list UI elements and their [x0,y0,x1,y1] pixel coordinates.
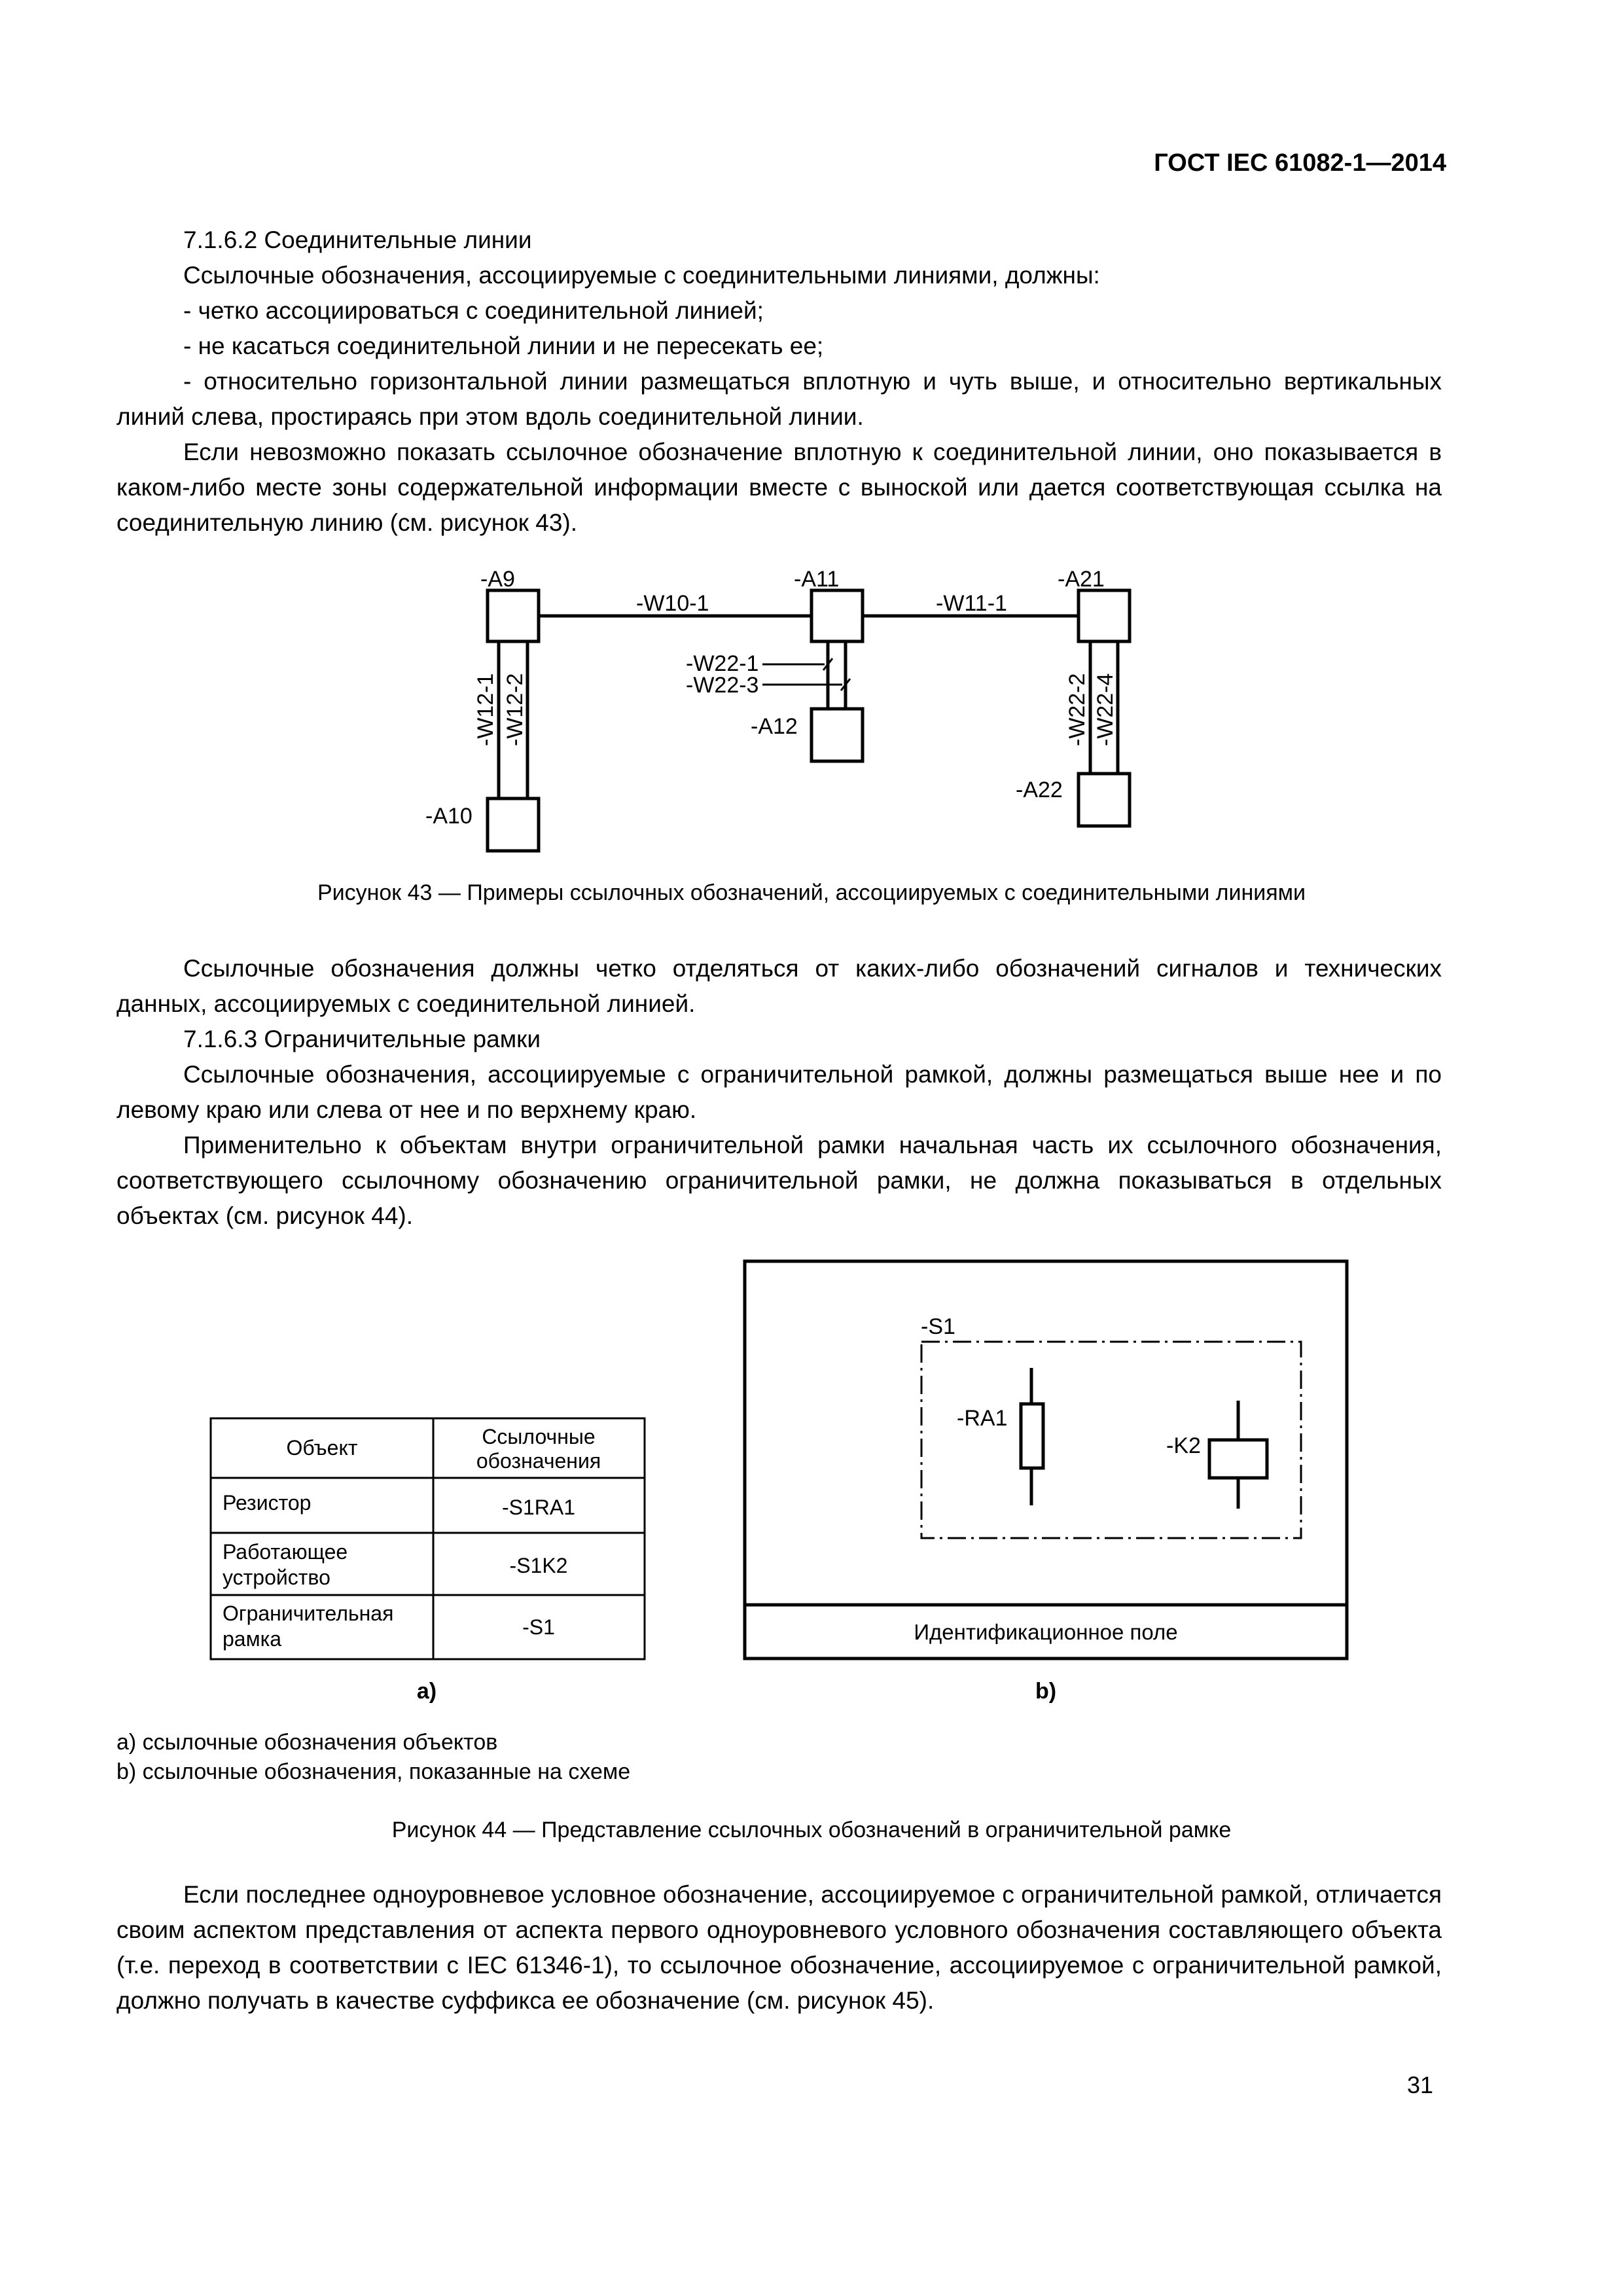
table-cell-object: Резистор [223,1491,312,1515]
table-cell-object: Ограничительная [223,1602,394,1625]
figure-44-diagram [196,1250,1368,1708]
label-w12-1: -W12-1 [473,673,498,746]
block-a11 [812,590,863,641]
block-a10 [488,798,539,851]
label-ra1: -RA1 [957,1406,1008,1431]
section-heading: 7.1.6.3 Ограничительные рамки [183,1026,541,1052]
paragraph: Ссылочные обозначения должны четко отделяться от каких-либо обозначений сигналов и технических данных, ассоциируемых с соединительной линией. [116,955,1442,1017]
label-a21: -A21 [1058,567,1105,592]
note-b: b) ссылочные обозначения, показанные на схеме [116,1759,631,1784]
block-a12 [812,709,863,761]
relay-k2 [1209,1440,1267,1478]
block-a22 [1079,774,1130,826]
section-7163 [116,951,1442,1234]
table-header-ref-line1: Ссылочные [482,1425,596,1448]
list-item: - относительно горизонтальной линии размещаться вплотную и чуть выше, и относительно вертикальных линий слева, простираясь при этом вдоль соединительной линии. [116,368,1442,430]
label-a10: -A10 [425,804,473,829]
label-a12: -A12 [751,714,798,739]
table-cell-ref: -S1K2 [509,1554,568,1577]
sub-label-b: b) [1035,1679,1057,1704]
label-a9: -A9 [480,567,515,592]
paragraph: Ссылочные обозначения, ассоциируемые с соединительными линиями, должны: [183,262,1100,289]
list-item: - не касаться соединительной линии и не пересекать ее; [183,332,824,359]
final-section [116,1877,1442,2018]
paragraph: Если последнее одноуровневое условное обозначение, ассоциируемое с ограничительной рамкой, отличается своим аспектом представления от аспекта первого одноуровневого условного обозначения составляющего объекта (т.е. переход в соответствии с IEC 61346-1), то ссылочное обозначение, ассоциируемое с ограничительной рамкой, должно получать в качестве суффикса ее обозначение (см. рисунок 45). [116,1881,1442,2014]
figure-43-caption: Рисунок 43 — Примеры ссылочных обозначений, ассоциируемых с соединительными линиями [317,880,1306,905]
label-w22-4: -W22-4 [1093,673,1118,746]
figure-43 [406,563,1165,854]
id-field-label: Идентификационное поле [914,1620,1178,1644]
figure-44 [196,1250,1368,1708]
label-w22-2: -W22-2 [1065,673,1090,746]
figure-44-caption: Рисунок 44 — Представление ссылочных обозначений в ограничительной рамке [391,1818,1232,1842]
block-a9 [488,590,539,641]
note-a: a) ссылочные обозначения объектов [116,1730,498,1755]
section-heading: 7.1.6.2 Соединительные линии [183,226,532,253]
paragraph: Применительно к объектам внутри ограничительной рамки начальная часть их ссылочного обозначения, соответствующего ссылочному обозначению ограничительной рамки, не должна показываться в отдельных объектах (см. рисунок 44). [116,1132,1442,1229]
paragraph: Если невозможно показать ссылочное обозначение вплотную к соединительной линии, оно показывается в каком-либо месте зоны содержательной информации вместе с выноской или дается соответствующая ссылка на соединительную линию (см. рисунок 43). [116,439,1442,536]
label-w22-3: -W22-3 [686,673,759,698]
paragraph: Ссылочные обозначения, ассоциируемые с ограничительной рамкой, должны размещаться выше нее и по левому краю или слева от нее и по верхнему краю. [116,1061,1442,1123]
table-cell-ref: -S1 [522,1615,555,1639]
table-cell-object: устройство [223,1566,330,1589]
table-cell-object: Работающее [223,1540,348,1564]
label-w11-1: -W11-1 [936,591,1007,616]
label-s1: -S1 [921,1314,955,1339]
label-a11: -A11 [794,567,840,592]
block-a21 [1079,590,1130,641]
label-w10-1: -W10-1 [636,591,709,616]
table-cell-object: рамка [223,1627,282,1651]
list-item: - четко ассоциироваться с соединительной линией; [183,297,764,324]
figure-43-diagram [406,563,1165,854]
table-header-object: Объект [286,1436,358,1460]
table-cell-ref: -S1RA1 [501,1496,576,1519]
label-w22-1: -W22-1 [686,651,759,676]
resistor-ra1 [1021,1404,1043,1468]
sub-label-a: a) [416,1679,437,1704]
section-7162 [116,223,1442,541]
figure-44-notes [116,1728,630,1787]
label-k2: -K2 [1166,1433,1201,1458]
table-header-ref-line2: обозначения [476,1449,601,1473]
page-number: 31 [1406,2072,1433,2098]
standard-header: ГОСТ IEC 61082-1—2014 [1154,149,1446,177]
label-w12-2: -W12-2 [503,673,527,746]
label-a22: -A22 [1016,778,1063,802]
